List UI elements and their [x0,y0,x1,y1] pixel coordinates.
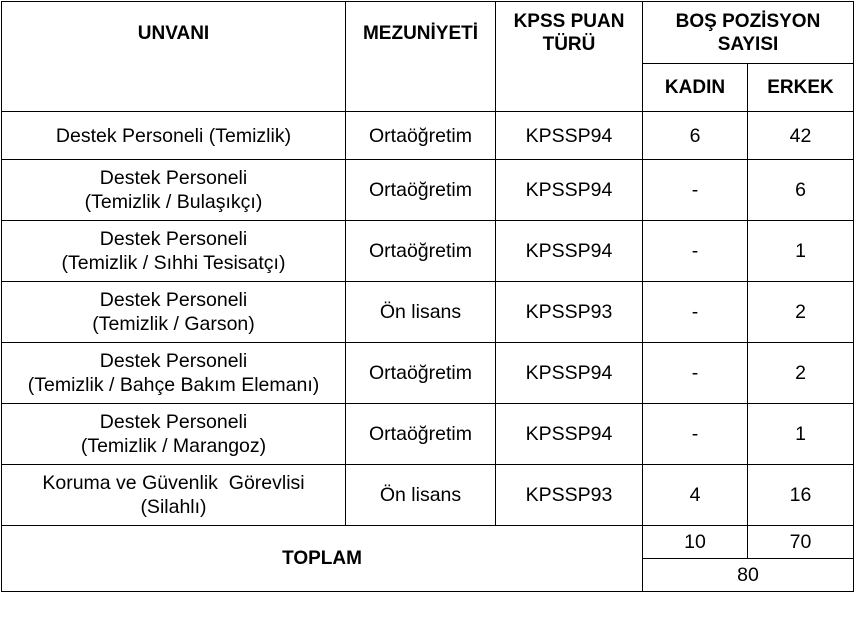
cell-erkek: 42 [748,112,854,160]
total-label: TOPLAM [2,526,643,592]
unvan-line2: (Temizlik / Sıhhi Tesisatçı) [61,252,286,274]
unvan-line1: Destek Personeli [99,411,248,433]
total-kadin: 10 [643,526,748,559]
cell-unvan [2,465,346,526]
unvan-line1: Koruma ve Güvenlik Görevlisi [42,472,305,494]
unvan-line1: Destek Personeli [99,289,248,311]
unvan-line2: (Silahlı) [140,496,207,518]
total-erkek: 70 [748,526,854,559]
unvan-line2: (Temizlik / Garson) [92,313,255,335]
unvan-line1: Destek Personeli [99,167,248,189]
cell-mezuniyet: Ön lisans [346,465,496,526]
cell-kpss: KPSSP94 [496,343,643,404]
cell-mezuniyet: Ortaöğretim [346,160,496,221]
cell-kpss: KPSSP94 [496,404,643,465]
table-row [2,112,854,160]
cell-mezuniyet: Ortaöğretim [346,112,496,160]
cell-unvan [2,221,346,282]
table-row [2,404,854,465]
unvan-line1: Destek Personeli (Temizlik) [55,124,292,147]
header-row [2,2,854,64]
cell-kpss: KPSSP93 [496,465,643,526]
cell-unvan [2,282,346,343]
header-kpss-puan-turu: KPSS PUAN TÜRÜ [496,2,643,112]
grand-total: 80 [643,559,854,592]
cell-mezuniyet: Ortaöğretim [346,221,496,282]
cell-erkek: 2 [748,343,854,404]
table-row [2,282,854,343]
header-bos-pozisyon: BOŞ POZİSYON SAYISI [643,2,854,64]
cell-mezuniyet: Ortaöğretim [346,343,496,404]
cell-erkek: 1 [748,221,854,282]
cell-kadin: - [643,343,748,404]
cell-kadin: 6 [643,112,748,160]
cell-kadin: - [643,404,748,465]
table-row [2,160,854,221]
total-row [2,526,854,559]
cell-kpss: KPSSP94 [496,221,643,282]
cell-mezuniyet: Ön lisans [346,282,496,343]
table-row [2,343,854,404]
unvan-line2: (Temizlik / Bulaşıkçı) [84,191,263,213]
cell-unvan [2,112,346,160]
position-table [1,1,854,592]
cell-kadin: 4 [643,465,748,526]
table-row [2,221,854,282]
cell-erkek: 2 [748,282,854,343]
unvan-line2: (Temizlik / Marangoz) [80,435,267,457]
header-kadin: KADIN [643,64,748,112]
header-mezuniyet: MEZUNİYETİ [346,2,496,112]
cell-unvan [2,343,346,404]
header-erkek: ERKEK [748,64,854,112]
cell-erkek: 16 [748,465,854,526]
cell-erkek: 6 [748,160,854,221]
cell-kpss: KPSSP94 [496,112,643,160]
unvan-line1: Destek Personeli [99,228,248,250]
table-row [2,465,854,526]
cell-mezuniyet: Ortaöğretim [346,404,496,465]
cell-kadin: - [643,221,748,282]
unvan-line1: Destek Personeli [99,350,248,372]
cell-kpss: KPSSP94 [496,160,643,221]
cell-kpss: KPSSP93 [496,282,643,343]
unvan-line2: (Temizlik / Bahçe Bakım Elemanı) [27,374,320,396]
cell-kadin: - [643,282,748,343]
header-unvan: UNVANI [2,2,346,112]
cell-kadin: - [643,160,748,221]
cell-unvan [2,404,346,465]
cell-erkek: 1 [748,404,854,465]
cell-unvan [2,160,346,221]
